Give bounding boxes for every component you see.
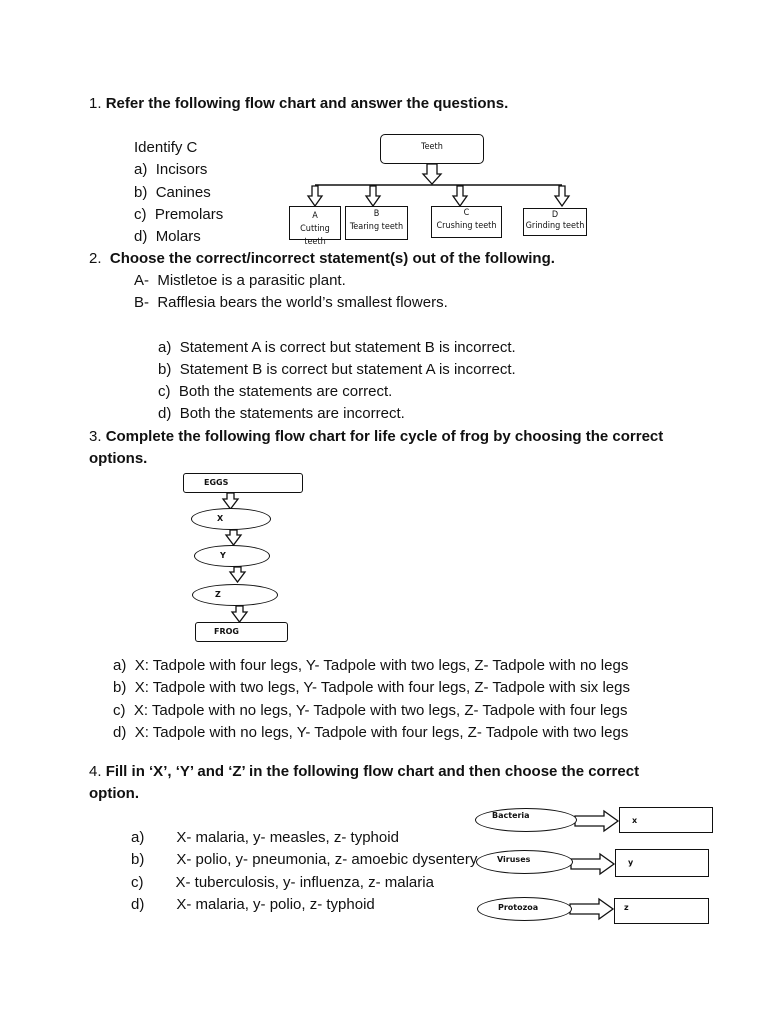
q4-prompt-line2: option.	[89, 785, 139, 802]
q1-option-d[interactable]: d) Molars	[134, 228, 201, 245]
q4-source-bacteria: Bacteria	[475, 808, 577, 832]
q4-source-viruses: Viruses	[476, 850, 573, 874]
q2-option-a[interactable]: a) Statement A is correct but statement B is incorrect.	[158, 339, 516, 356]
q3-option-c[interactable]: c) X: Tadpole with no legs, Y- Tadpole with two legs, Z- Tadpole with four legs	[113, 702, 628, 719]
q4-number: 4.	[89, 763, 102, 780]
q2-statement-a: A- Mistletoe is a parasitic plant.	[134, 272, 346, 289]
q1-node-a: A Cutting teeth	[289, 206, 341, 240]
q4-prompt-line1: Fill in ‘X’, ‘Y’ and ‘Z’ in the following flow chart and then choose the correct	[105, 763, 640, 780]
q3-option-a[interactable]: a) X: Tadpole with four legs, Y- Tadpole with two legs, Z- Tadpole with no legs	[113, 657, 629, 674]
q4-option-d[interactable]: d) X- malaria, y- polio, z- typhoid	[131, 896, 375, 913]
q1-node-b: B Tearing teeth	[345, 206, 408, 240]
q4-source-protozoa: Protozoa	[477, 897, 572, 921]
q1-node-d: D Grinding teeth	[523, 208, 587, 236]
q4-target-x: x	[619, 807, 713, 833]
q1-root-box: Teeth	[380, 134, 484, 164]
q1-option-c[interactable]: c) Premolars	[134, 206, 224, 223]
q2-option-b[interactable]: b) Statement B is correct but statement A is incorrect.	[158, 361, 516, 378]
q3-prompt-line2: options.	[89, 450, 148, 467]
q3-y-oval: Y	[194, 545, 270, 567]
q1-sub: Identify C	[134, 139, 198, 156]
q1-prompt: Refer the following flow chart and answer the questions.	[105, 95, 509, 112]
q3-number: 3.	[89, 428, 102, 445]
q3-option-d[interactable]: d) X: Tadpole with no legs, Y- Tadpole with four legs, Z- Tadpole with two legs	[113, 724, 629, 741]
q1-option-a[interactable]: a) Incisors	[134, 161, 208, 178]
q2-number: 2.	[89, 250, 102, 267]
q1-node-c: C Crushing teeth	[431, 206, 502, 238]
q3-x-oval: X	[191, 508, 271, 530]
q4-option-b[interactable]: b) X- polio, y- pneumonia, z- amoebic dysentery	[131, 851, 478, 868]
q3-prompt-line1: Complete the following flow chart for life cycle of frog by choosing the correct	[105, 428, 664, 445]
q4-target-y: y	[615, 849, 709, 877]
q1-number: 1.	[89, 95, 102, 112]
q4-option-a[interactable]: a) X- malaria, y- measles, z- typhoid	[131, 829, 399, 846]
q2-option-d[interactable]: d) Both the statements are incorrect.	[158, 405, 405, 422]
q4-option-c[interactable]: c) X- tuberculosis, y- influenza, z- malaria	[131, 874, 434, 891]
q1-option-b[interactable]: b) Canines	[134, 184, 211, 201]
q4-target-z: z	[614, 898, 709, 924]
q3-option-b[interactable]: b) X: Tadpole with two legs, Y- Tadpole with four legs, Z- Tadpole with six legs	[113, 679, 630, 696]
q2-prompt: Choose the correct/incorrect statement(s) out of the following.	[109, 250, 555, 267]
q3-frog-box: FROG	[195, 622, 288, 642]
q3-eggs-box: EGGS	[183, 473, 303, 493]
q3-z-oval: Z	[192, 584, 278, 606]
q2-statement-b: B- Rafflesia bears the world’s smallest flowers.	[134, 294, 448, 311]
q2-option-c[interactable]: c) Both the statements are correct.	[158, 383, 393, 400]
